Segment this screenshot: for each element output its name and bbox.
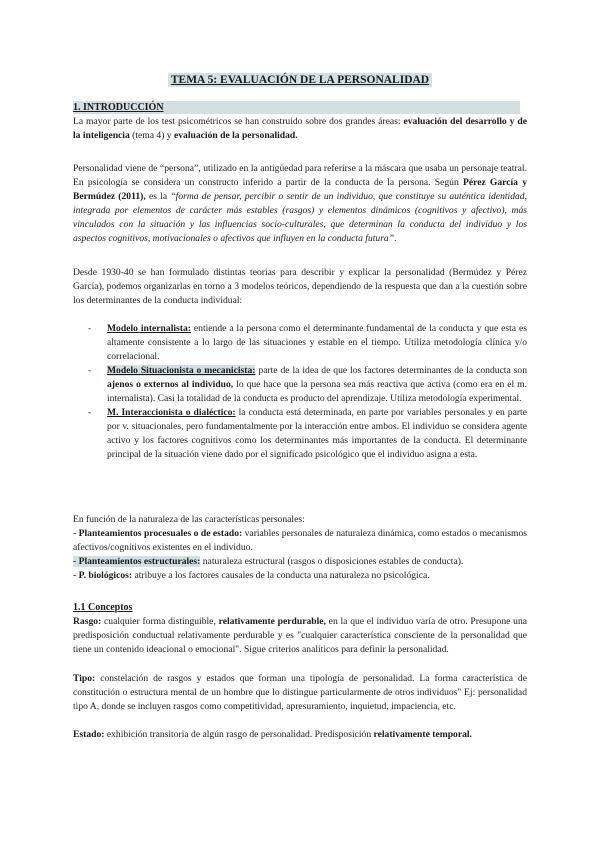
concept-label: Tipo: [73, 673, 96, 684]
intro-p2-text-e: . [394, 233, 397, 244]
intro-p2-authors: Pérez García y Bermúdez (2011), [73, 177, 527, 202]
intro-p2-definition: “forma de pensar, percibir o sentir de un individuo, que constituye su auténtica identidad, integrada por elementos de carácter más estables (rasgos) y elementos dinámicos (cognitivos y afectivo), más vinculados con la situación y las influencias socio-culturales, que determinan la conducta del individuo y los aspectos cognitivos, motivacionales o afectivos que influyen en la conducta futura” [73, 191, 527, 244]
model-text: lo que hace que la persona sea más reactiva que activa (como era en el m. internalista). Casi la totalidad de la conducta es producto del aprendizaje. Utiliza metodología experimental. [107, 379, 527, 404]
model-text: parte de la idea de que los factores determinantes de la conducta son [255, 365, 527, 376]
concept-tipo [73, 672, 527, 714]
intro-paragraph-1 [73, 115, 527, 143]
approach-estructurales [73, 555, 527, 569]
concept-bold-text: relativamente temporal. [373, 729, 472, 740]
approach-label: - P. biológicos: [73, 570, 133, 581]
concept-text: constelación de rasgos y estados que forman una tipología de personalidad. La forma característica de constitución o estructura mental de un hombre que lo distingue particularmente de otros individuos" Ej: personalidad tipo A, donde se incluyen rasgos como competitividad, apresuramiento, inquietud, impaciencia, etc. [73, 673, 527, 712]
intro-paragraph-2 [73, 162, 527, 246]
intro-p1-bold-d: evaluación de la personalidad. [174, 130, 298, 141]
intro-paragraph-4: En función de la naturaleza de las características personales: [73, 514, 305, 525]
title-wrap [73, 73, 527, 88]
approaches-list [73, 527, 527, 583]
model-internalista [73, 322, 527, 364]
concept-label: Estado: [73, 729, 105, 740]
model-text: entiende a la persona como el determinante fundamental de la conducta y que esta es altamente consistente a lo largo de las situaciones y estable en el tiempo. Utiliza metodología clínica y/o correlacional. [107, 323, 527, 362]
concept-bold-text: relativamente perdurable, [218, 616, 326, 627]
approach-label: - Planteamientos estructurales: [73, 556, 201, 567]
list-dash: - [88, 407, 92, 418]
intro-p1-bold-b: evaluación del desarrollo y de la inteligencia [73, 116, 527, 141]
concept-estado [73, 728, 527, 742]
approach-biologicos [73, 569, 527, 583]
model-bold-text: ajenos o externos al individuo, [107, 379, 234, 390]
concept-rasgo [73, 615, 527, 657]
concept-text: cualquier forma distinguible, [101, 616, 219, 627]
model-interaccionista [73, 406, 527, 462]
model-situacionista [73, 364, 527, 406]
approach-text: variables personales de naturaleza dinámica, como estados o mecanismos afectivos/cognitivos existentes en el individuo. [73, 528, 528, 553]
intro-p1-text-c: (tema 4) y [129, 130, 174, 141]
model-label: Modelo Situacionista o mecanicista: [107, 365, 256, 376]
approach-text: naturaleza estructural (rasgos o disposiciones estables de conducta). [200, 556, 464, 567]
intro-p2-text-a: Personalidad viene de “persona”, utilizado en la antigüedad para referirse a la máscara que usaba un personaje teatral. En psicología se considera un constructo inferido a partir de la conducta de la persona. Según [73, 163, 527, 188]
concept-text: exhibición transitoria de algún rasgo de personalidad. Predisposición [104, 729, 374, 740]
intro-p1-text-a: La mayor parte de los test psicométricos se han construido sobre dos grandes áreas: [73, 116, 404, 127]
list-dash: - [88, 365, 92, 376]
concept-text: en la que el individuo varía de otro. Presupone una predisposición conductual relativamente perdurable y es "cualquier característica consciente de la personalidad que tiene un contenido ideacional o emocional". Sigue criterios analíticos para definir la personalidad. [73, 616, 527, 655]
document-title: TEMA 5: EVALUACIÓN DE LA PERSONALIDAD [168, 73, 432, 87]
list-dash: - [88, 323, 92, 334]
approach-text: atribuye a los factores causales de la conducta una naturaleza no psicológica. [132, 570, 430, 581]
intro-paragraph-3: Desde 1930-40 se han formulado distintas teorías para describir y explicar la personalidad (Bermúdez y Pérez García), podemos organizarlas en torno a 3 modelos teóricos, dependiendo de la respuesta que dan a la cuestión sobre los determinantes de la conducta individual: [73, 267, 527, 306]
models-list [73, 322, 527, 462]
section-heading-introduccion: 1. INTRODUCCIÓN [73, 101, 520, 114]
intro-p2-text-c: es la [145, 191, 171, 202]
model-label: M. Interaccionista o dialéctico: [107, 407, 236, 418]
subsection-heading-conceptos: 1.1 Conceptos [73, 602, 133, 613]
approach-label: - Planteamientos procesuales o de estado: [73, 528, 243, 539]
model-label: Modelo internalista: [107, 323, 191, 334]
approach-procesuales [73, 527, 527, 555]
concept-label: Rasgo: [73, 616, 102, 627]
model-text: la conducta está determinada, en parte por variables personales y en parte por v. situacionales, pero fundamentalmente por la interacción entre ambos. El individuo se considera agente activo y los factores cognitivos como los determinantes más importantes de la conducta. El determinante principal de la situación viene dado por el significado psicológico que el individuo asigna a esta. [107, 407, 527, 460]
